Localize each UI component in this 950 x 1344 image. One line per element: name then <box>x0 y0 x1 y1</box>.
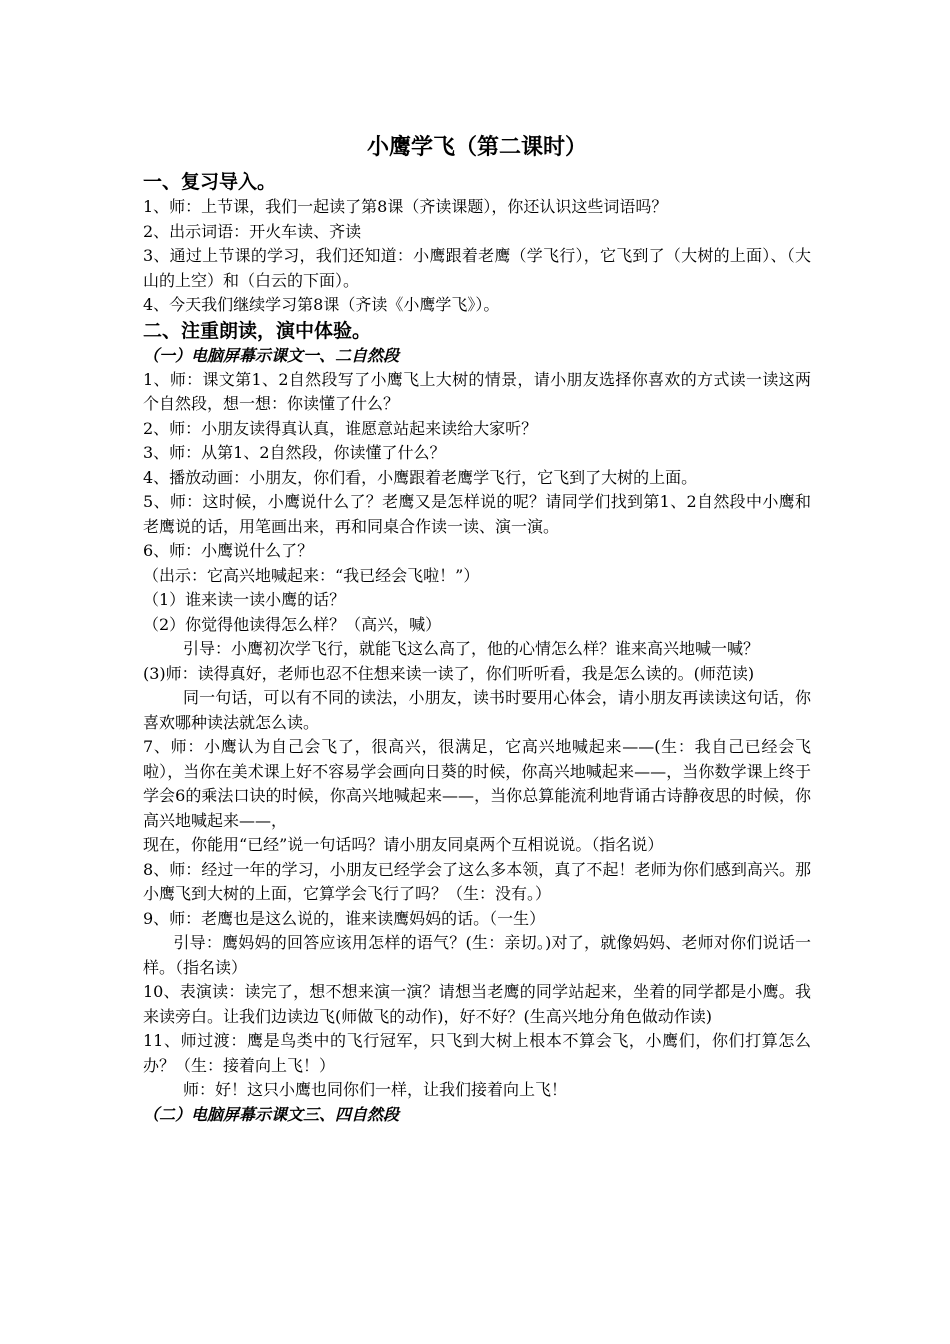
section-heading: 二、注重朗读，演中体验。 <box>143 319 372 342</box>
paragraph: 11、师过渡：鹰是鸟类中的飞行冠军，只飞到大树上根本不算会飞，小鹰们，你们打算怎么办？（生：接着向上飞！） <box>143 1031 811 1075</box>
paragraph: 2、师：小朋友读得真认真，谁愿意站起来读给大家听？ <box>143 418 538 438</box>
paragraph: 引导：小鹰初次学飞行，就能飞这么高了，他的心情怎么样？谁来高兴地喊一喊？ <box>183 639 760 658</box>
paragraph: 3、师：从第1、2自然段，你读懂了什么？ <box>143 443 446 462</box>
subsection-heading: （二）电脑屏幕示课文三、四自然段 <box>143 1104 400 1124</box>
paragraph: 2、出示词语：开火车读、齐读 <box>143 221 362 241</box>
document-body <box>143 133 811 1127</box>
paragraph: （出示：它高兴地喊起来：“我已经会飞啦！”） <box>143 565 480 585</box>
paragraph: 4、今天我们继续学习第8课（齐读《小鹰学飞》）。 <box>143 295 500 314</box>
paragraph: (3)师：读得真好，老师也忍不住想来读一读了，你们听听看，我是怎么读的。(师范读) <box>143 663 755 683</box>
paragraph: 同一句话，可以有不同的读法，小朋友，读书时要用心体会，请小朋友再读读这句话，你喜欢哪种读法就怎么读。 <box>143 688 811 732</box>
paragraph: 1、师：上节课，我们一起读了第8课（齐读课题），你还认识这些词语吗？ <box>143 197 668 216</box>
paragraph: 师：好！这只小鹰也同你们一样，让我们接着向上飞！ <box>183 1080 568 1099</box>
paragraph: 4、播放动画：小朋友，你们看，小鹰跟着老鹰学飞行，它飞到了大树的上面。 <box>143 467 698 487</box>
page-title: 小鹰学飞（第二课时） <box>366 135 587 160</box>
paragraph: （2）你觉得他读得怎么样？（高兴，喊） <box>143 614 442 634</box>
paragraph: 3、通过上节课的学习，我们还知道：小鹰跟着老鹰（学飞行），它飞到了（大树的上面）、（大山的上空）和（白云的下面）。 <box>143 246 811 290</box>
paragraph: 10、表演读：读完了，想不想来演一演？请想当老鹰的同学站起来，坐着的同学都是小鹰。我来读旁白。让我们边读边飞(师做飞的动作)，好不好？(生高兴地分角色做动作读) <box>143 982 811 1026</box>
paragraph: 5、师：这时候，小鹰说什么了？老鹰又是怎样说的呢？请同学们找到第1、2自然段中小鹰和老鹰说的话，用笔画出来，再和同桌合作读一读、演一演。 <box>143 492 811 536</box>
section-heading: 一、复习导入。 <box>143 171 277 193</box>
paragraph: 9、师：老鹰也是这么说的，谁来读鹰妈妈的话。（一生） <box>143 908 546 928</box>
paragraph: 现在，你能用“已经”说一句话吗？请小朋友同桌两个互相说说。（指名说） <box>143 835 664 854</box>
paragraph: 7、师：小鹰认为自己会飞了，很高兴，很满足，它高兴地喊起来——(生：我自己已经会飞啦），当你在美术课上好不容易学会画向日葵的时候，你高兴地喊起来——，当你数学课上终于学会6的乘法口诀的时候，你高兴地喊起来——，当你总算能流利地背诵古诗静夜思的时候，你高兴地喊起来——， <box>143 737 811 830</box>
paragraph: 8、师：经过一年的学习，小朋友已经学会了这么多本领，真了不起！老师为你们感到高兴。那小鹰飞到大树的上面，它算学会飞行了吗？（生：没有。） <box>143 859 811 903</box>
paragraph: 1、师：课文第1、2自然段写了小鹰飞上大树的情景，请小朋友选择你喜欢的方式读一读这两个自然段，想一想：你读懂了什么？ <box>143 369 811 413</box>
subsection-heading: （一）电脑屏幕示课文一、二自然段 <box>143 345 400 365</box>
paragraph: （1）谁来读一读小鹰的话？ <box>143 590 346 609</box>
paragraph: 6、师：小鹰说什么了？ <box>143 541 314 560</box>
paragraph: 引导：鹰妈妈的回答应该用怎样的语气？(生：亲切。)对了，就像妈妈、老师对你们说话一样。（指名读） <box>143 933 811 977</box>
